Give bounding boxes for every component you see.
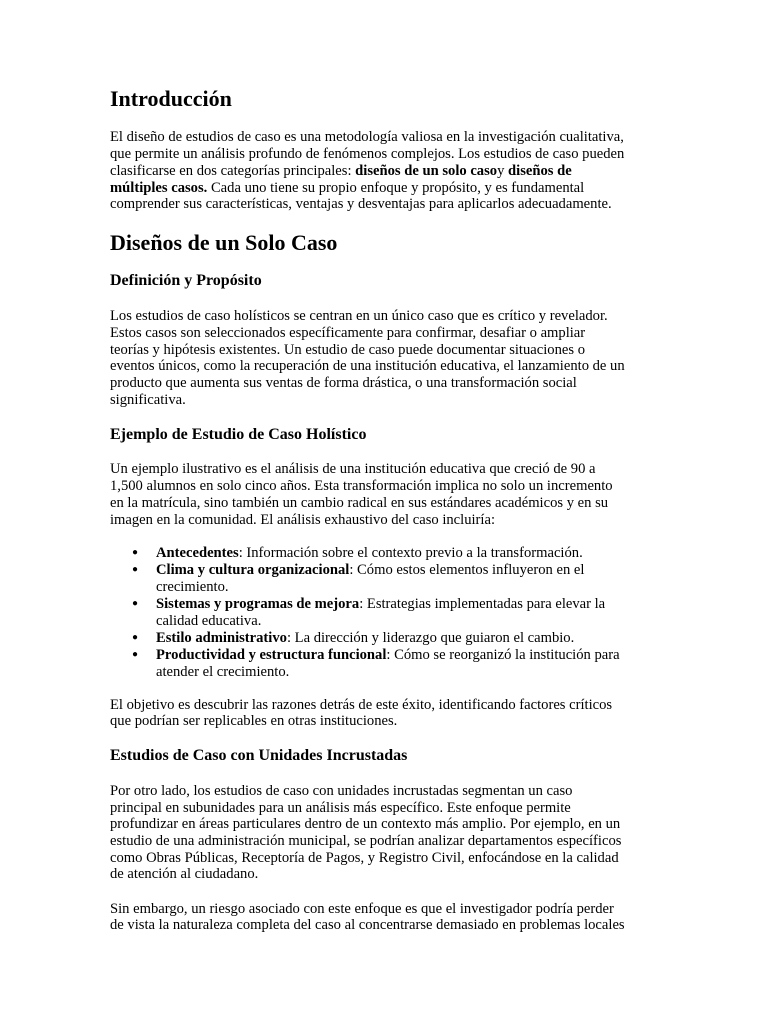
- list-item-text: [156, 545, 583, 562]
- paragraph-line: teorías y hipótesis existentes. Un estudio de caso puede documentar situaciones o: [110, 342, 585, 358]
- intro-line: [110, 163, 572, 180]
- paragraph-line: significativa.: [110, 392, 186, 408]
- intro-text: y: [497, 163, 509, 179]
- paragraph-line: principal en subunidades para un análisis más específico. Este enfoque permite: [110, 800, 571, 816]
- list-desc: : La dirección y liderazgo que guiaron el cambio.: [286, 630, 575, 646]
- intro-line: comprender sus características, ventajas y desventajas para aplicarlos adecuadamente.: [110, 196, 612, 212]
- paragraph-line: de vista la naturaleza completa del caso al concentrarse demasiado en problemas locales: [110, 917, 625, 933]
- intro-emphasis: diseños de un solo caso: [355, 163, 498, 179]
- paragraph-line: Por otro lado, los estudios de caso con unidades incrustadas segmentan un caso: [110, 783, 573, 799]
- intro-emphasis: diseños de: [508, 163, 572, 179]
- intro-heading: Introducción: [110, 86, 232, 111]
- bullet-icon: ●: [132, 564, 139, 575]
- paragraph-line: Sin embargo, un riesgo asociado con este enfoque es que el investigador podría perder: [110, 901, 614, 917]
- paragraph-line: El objetivo es descubrir las razones detrás de este éxito, identificando factores críticos: [110, 697, 613, 713]
- list-item-continuation: atender el crecimiento.: [156, 664, 290, 680]
- paragraph-line: que podrían ser replicables en otras instituciones.: [110, 713, 398, 729]
- list-item-continuation: crecimiento.: [156, 579, 229, 595]
- paragraph-line: Estos casos son seleccionados específicamente para confirmar, desafiar o ampliar: [110, 325, 586, 341]
- intro-emphasis: múltiples casos.: [110, 180, 208, 196]
- list-term: Estilo administrativo: [156, 630, 287, 646]
- paragraph-line: eventos únicos, como la recuperación de una institución educativa, el lanzamiento de un: [110, 358, 625, 374]
- list-desc: : Cómo estos elementos influyeron en el: [349, 562, 585, 578]
- bullet-icon: ●: [132, 649, 139, 660]
- list-item-text: [156, 630, 574, 647]
- list-desc: : Cómo se reorganizó la institución para: [386, 647, 620, 663]
- intro-text: Cada uno tiene su propio enfoque y propósito, y es fundamental: [207, 180, 585, 196]
- paragraph-line: Los estudios de caso holísticos se centran en un único caso que es crítico y revelador.: [110, 308, 608, 324]
- list-item-text: [156, 562, 584, 579]
- paragraph-line: en la matrícula, sino también un cambio radical en sus estándares académicos y en su: [110, 495, 609, 511]
- list-term: Antecedentes: [156, 545, 239, 561]
- list-item-text: [156, 596, 605, 613]
- paragraph-line: Un ejemplo ilustrativo es el análisis de una institución educativa que creció de 90 a: [110, 461, 596, 477]
- subsection-heading: Definición y Propósito: [110, 272, 262, 289]
- intro-text: clasificarse en dos categorías principales:: [110, 163, 356, 179]
- paragraph-line: producto que aumenta sus ventas de forma drástica, o una transformación social: [110, 375, 577, 391]
- paragraph-line: como Obras Públicas, Receptoría de Pagos, y Registro Civil, enfocándose en la calidad: [110, 850, 619, 866]
- list-term: Sistemas y programas de mejora: [156, 596, 360, 612]
- paragraph-line: estudio de una administración municipal, se podrían analizar departamentos específicos: [110, 833, 622, 849]
- paragraph-line: 1,500 alumnos en solo cinco años. Esta transformación implica no solo un incremento: [110, 478, 613, 494]
- bullet-icon: ●: [132, 632, 139, 643]
- bullet-icon: ●: [132, 547, 139, 558]
- paragraph-line: de atención al ciudadano.: [110, 866, 259, 882]
- list-term: Productividad y estructura funcional: [156, 647, 387, 663]
- subsection-heading: Ejemplo de Estudio de Caso Holístico: [110, 426, 367, 443]
- list-desc: : Estrategias implementadas para elevar la: [359, 596, 606, 612]
- intro-line: El diseño de estudios de caso es una metodología valiosa en la investigación cualitativa,: [110, 129, 624, 145]
- intro-line: [110, 180, 584, 197]
- list-item-continuation: calidad educativa.: [156, 613, 262, 629]
- section-heading: Diseños de un Solo Caso: [110, 230, 338, 255]
- list-item-text: [156, 647, 620, 664]
- paragraph-line: imagen en la comunidad. El análisis exhaustivo del caso incluiría:: [110, 512, 496, 528]
- paragraph-line: profundizar en áreas particulares dentro de un contexto más amplio. Por ejemplo, en un: [110, 816, 621, 832]
- bullet-icon: ●: [132, 598, 139, 609]
- list-term: Clima y cultura organizacional: [156, 562, 350, 578]
- intro-line: que permite un análisis profundo de fenómenos complejos. Los estudios de caso pueden: [110, 146, 625, 162]
- subsection-heading: Estudios de Caso con Unidades Incrustadas: [110, 747, 408, 764]
- list-desc: : Información sobre el contexto previo a la transformación.: [238, 545, 583, 561]
